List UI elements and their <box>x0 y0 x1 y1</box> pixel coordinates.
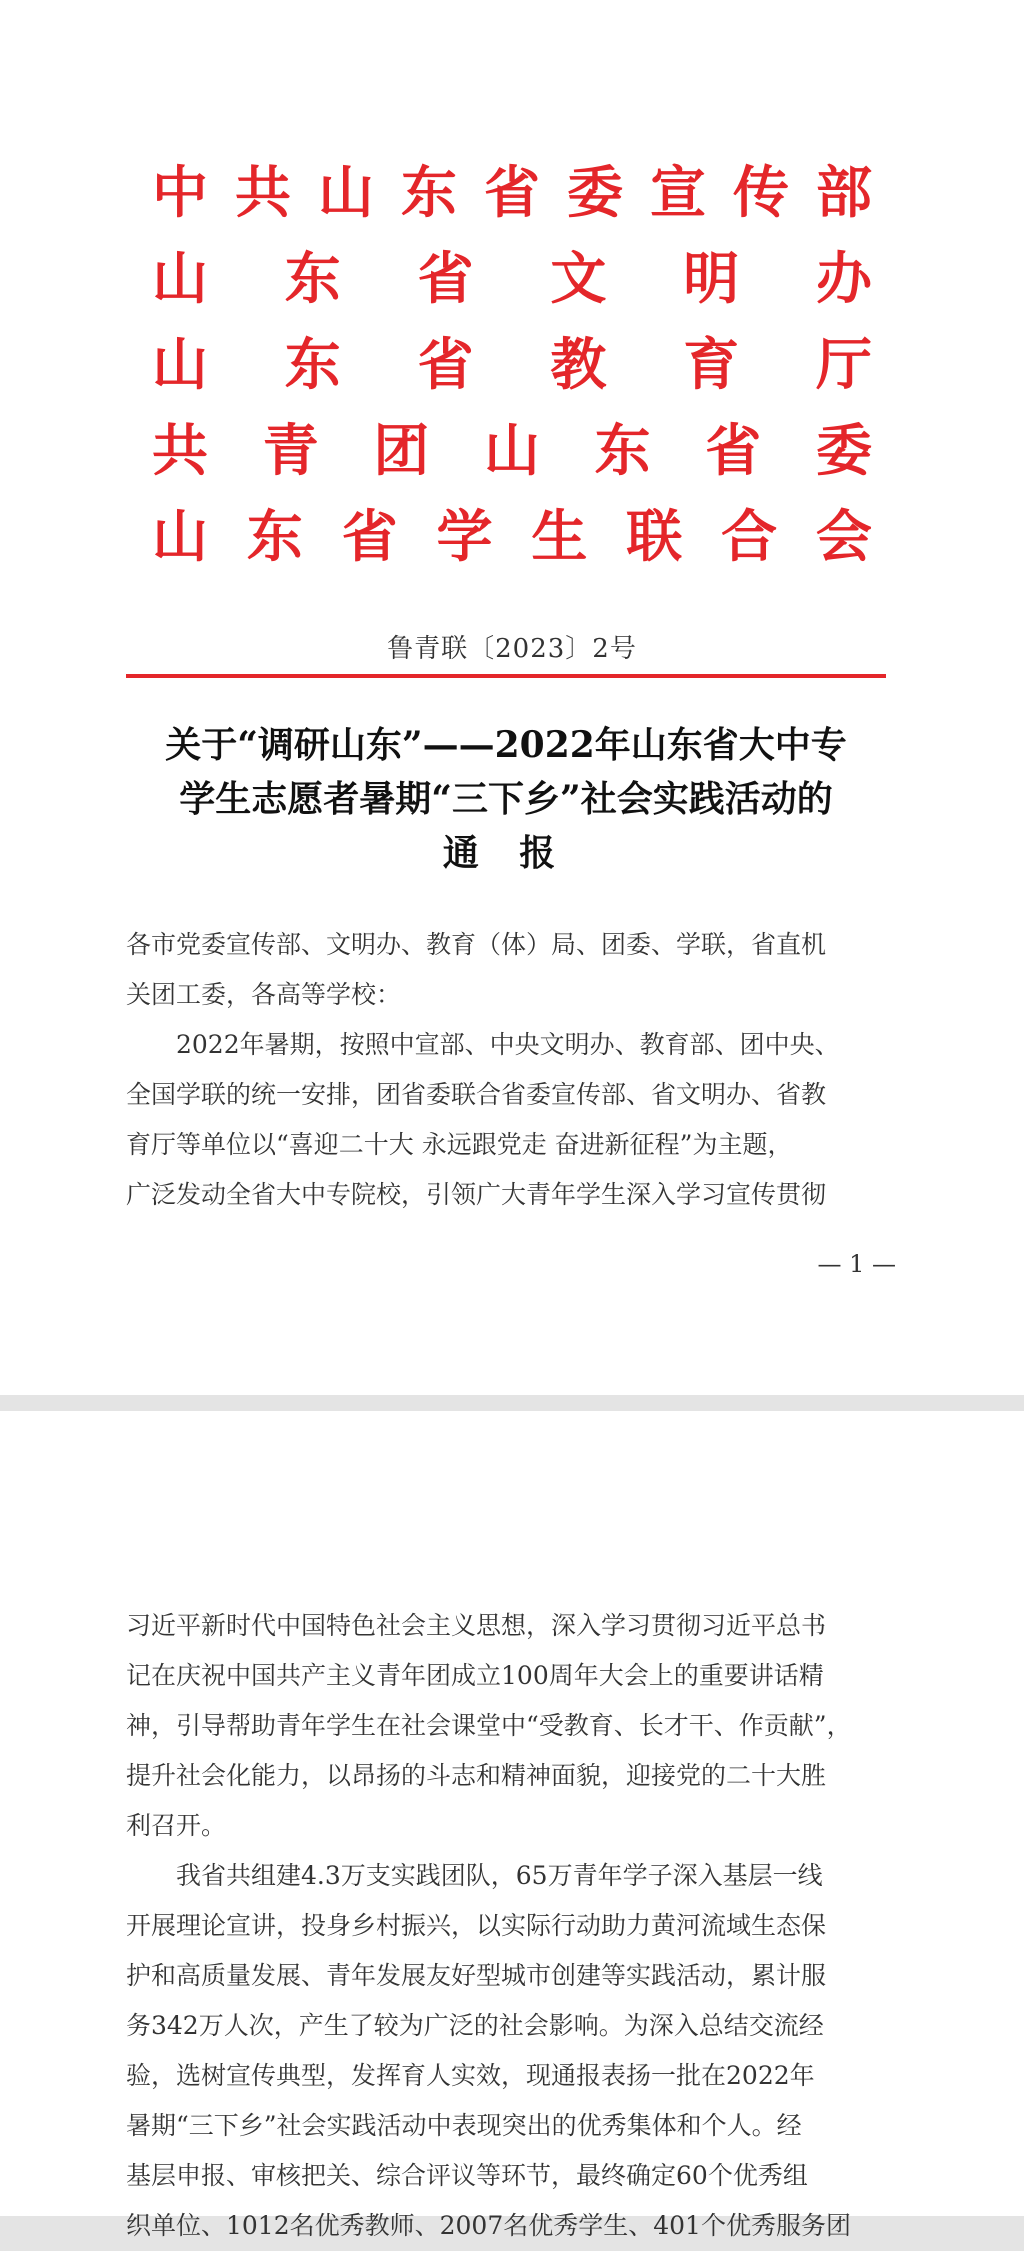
org-char: 东 <box>594 418 651 484</box>
page2-body <box>126 1601 896 2251</box>
title-line: 通 报 <box>442 832 570 874</box>
org-char: 东 <box>246 504 303 570</box>
paragraph-line: 验，选树宣传典型，发挥育人实效，现通报表扬一批在2022年 <box>126 2061 815 2090</box>
paragraph-line: 利召开。 <box>126 1811 227 1840</box>
page1-body <box>126 920 896 1220</box>
org-name <box>152 236 872 322</box>
org-char: 青 <box>262 418 319 484</box>
org-char: 山 <box>152 504 208 570</box>
org-char: 东 <box>401 160 457 226</box>
org-name <box>152 408 872 494</box>
org-char: 省 <box>417 246 474 312</box>
org-char: 宣 <box>650 160 706 226</box>
document-title <box>126 718 886 880</box>
org-name <box>152 150 872 236</box>
org-char: 东 <box>284 246 341 312</box>
org-char: 共 <box>152 418 208 484</box>
paragraph-line: 提升社会化能力，以昂扬的斗志和精神面貌，迎接党的二十大胜 <box>126 1761 827 1790</box>
document-number: 鲁青联〔2023〕2号 <box>387 634 637 664</box>
recipients-line: 各市党委宣传部、文明办、教育（体）局、团委、学联，省直机 <box>126 930 827 959</box>
org-char: 厅 <box>815 332 872 398</box>
org-char: 办 <box>815 246 872 312</box>
paragraph-line: 织单位、1012名优秀教师、2007名优秀学生、401个优秀服务团 <box>126 2211 851 2240</box>
org-char: 山 <box>318 160 374 226</box>
paragraph-line: 习近平新时代中国特色社会主义思想，深入学习贯彻习近平总书 <box>126 1611 827 1640</box>
title-line: 学生志愿者暑期“三下乡”社会实践活动的 <box>179 778 833 820</box>
org-char: 部 <box>816 160 872 226</box>
title-line: 关于“调研山东”——2022年山东省大中专 <box>165 724 847 766</box>
page-number: — 1 — <box>817 1250 896 1278</box>
paragraph-line: 2022年暑期，按照中宣部、中央文明办、教育部、团中央、 <box>176 1030 840 1059</box>
org-char: 省 <box>484 160 540 226</box>
org-char: 联 <box>626 504 683 570</box>
org-char: 委 <box>815 418 872 484</box>
org-char: 教 <box>550 332 607 398</box>
org-char: 省 <box>341 504 398 570</box>
recipients-line: 关团工委，各高等学校： <box>126 980 402 1009</box>
org-char: 学 <box>436 504 493 570</box>
org-char: 省 <box>417 332 474 398</box>
paragraph-line: 开展理论宣讲，投身乡村振兴，以实际行动助力黄河流域生态保 <box>126 1911 827 1940</box>
org-char: 明 <box>683 246 740 312</box>
paragraph-line: 育厅等单位以“喜迎二十大 永远跟党走 奋进新征程”为主题， <box>126 1130 793 1159</box>
org-char: 东 <box>284 332 341 398</box>
org-char: 山 <box>152 332 208 398</box>
org-char: 会 <box>815 504 872 570</box>
paragraph-line: 暑期“三下乡”社会实践活动中表现突出的优秀集体和个人。经 <box>126 2111 802 2140</box>
paragraph-line: 全国学联的统一安排，团省委联合省委宣传部、省文明办、省教 <box>126 1080 827 1109</box>
org-char: 省 <box>705 418 762 484</box>
org-name <box>152 322 872 408</box>
issuing-organizations <box>0 150 1024 580</box>
paragraph-line: 护和高质量发展、青年发展友好型城市创建等实践活动，累计服 <box>126 1961 827 1990</box>
org-char: 委 <box>567 160 623 226</box>
org-char: 育 <box>683 332 740 398</box>
org-char: 团 <box>373 418 430 484</box>
paragraph-line: 神，引导帮助青年学生在社会课堂中“受教育、长才干、作贡献”， <box>126 1711 852 1740</box>
org-char: 山 <box>152 246 208 312</box>
org-char: 文 <box>550 246 607 312</box>
org-name <box>152 494 872 580</box>
org-char: 山 <box>483 418 540 484</box>
org-char: 合 <box>721 504 778 570</box>
red-divider <box>126 674 886 678</box>
org-char: 中 <box>152 160 208 226</box>
org-char: 生 <box>531 504 588 570</box>
paragraph-line: 基层申报、审核把关、综合评议等环节，最终确定60个优秀组 <box>126 2161 808 2190</box>
paragraph-line: 广泛发动全省大中专院校，引领广大青年学生深入学习宣传贯彻 <box>126 1180 827 1209</box>
paragraph-line: 我省共组建4.3万支实践团队，65万青年学子深入基层一线 <box>176 1861 823 1890</box>
org-char: 传 <box>733 160 789 226</box>
paragraph-line: 务342万人次，产生了较为广泛的社会影响。为深入总结交流经 <box>126 2011 824 2040</box>
org-char: 共 <box>235 160 291 226</box>
paragraph-line: 记在庆祝中国共产主义青年团成立100周年大会上的重要讲话精 <box>126 1661 824 1690</box>
